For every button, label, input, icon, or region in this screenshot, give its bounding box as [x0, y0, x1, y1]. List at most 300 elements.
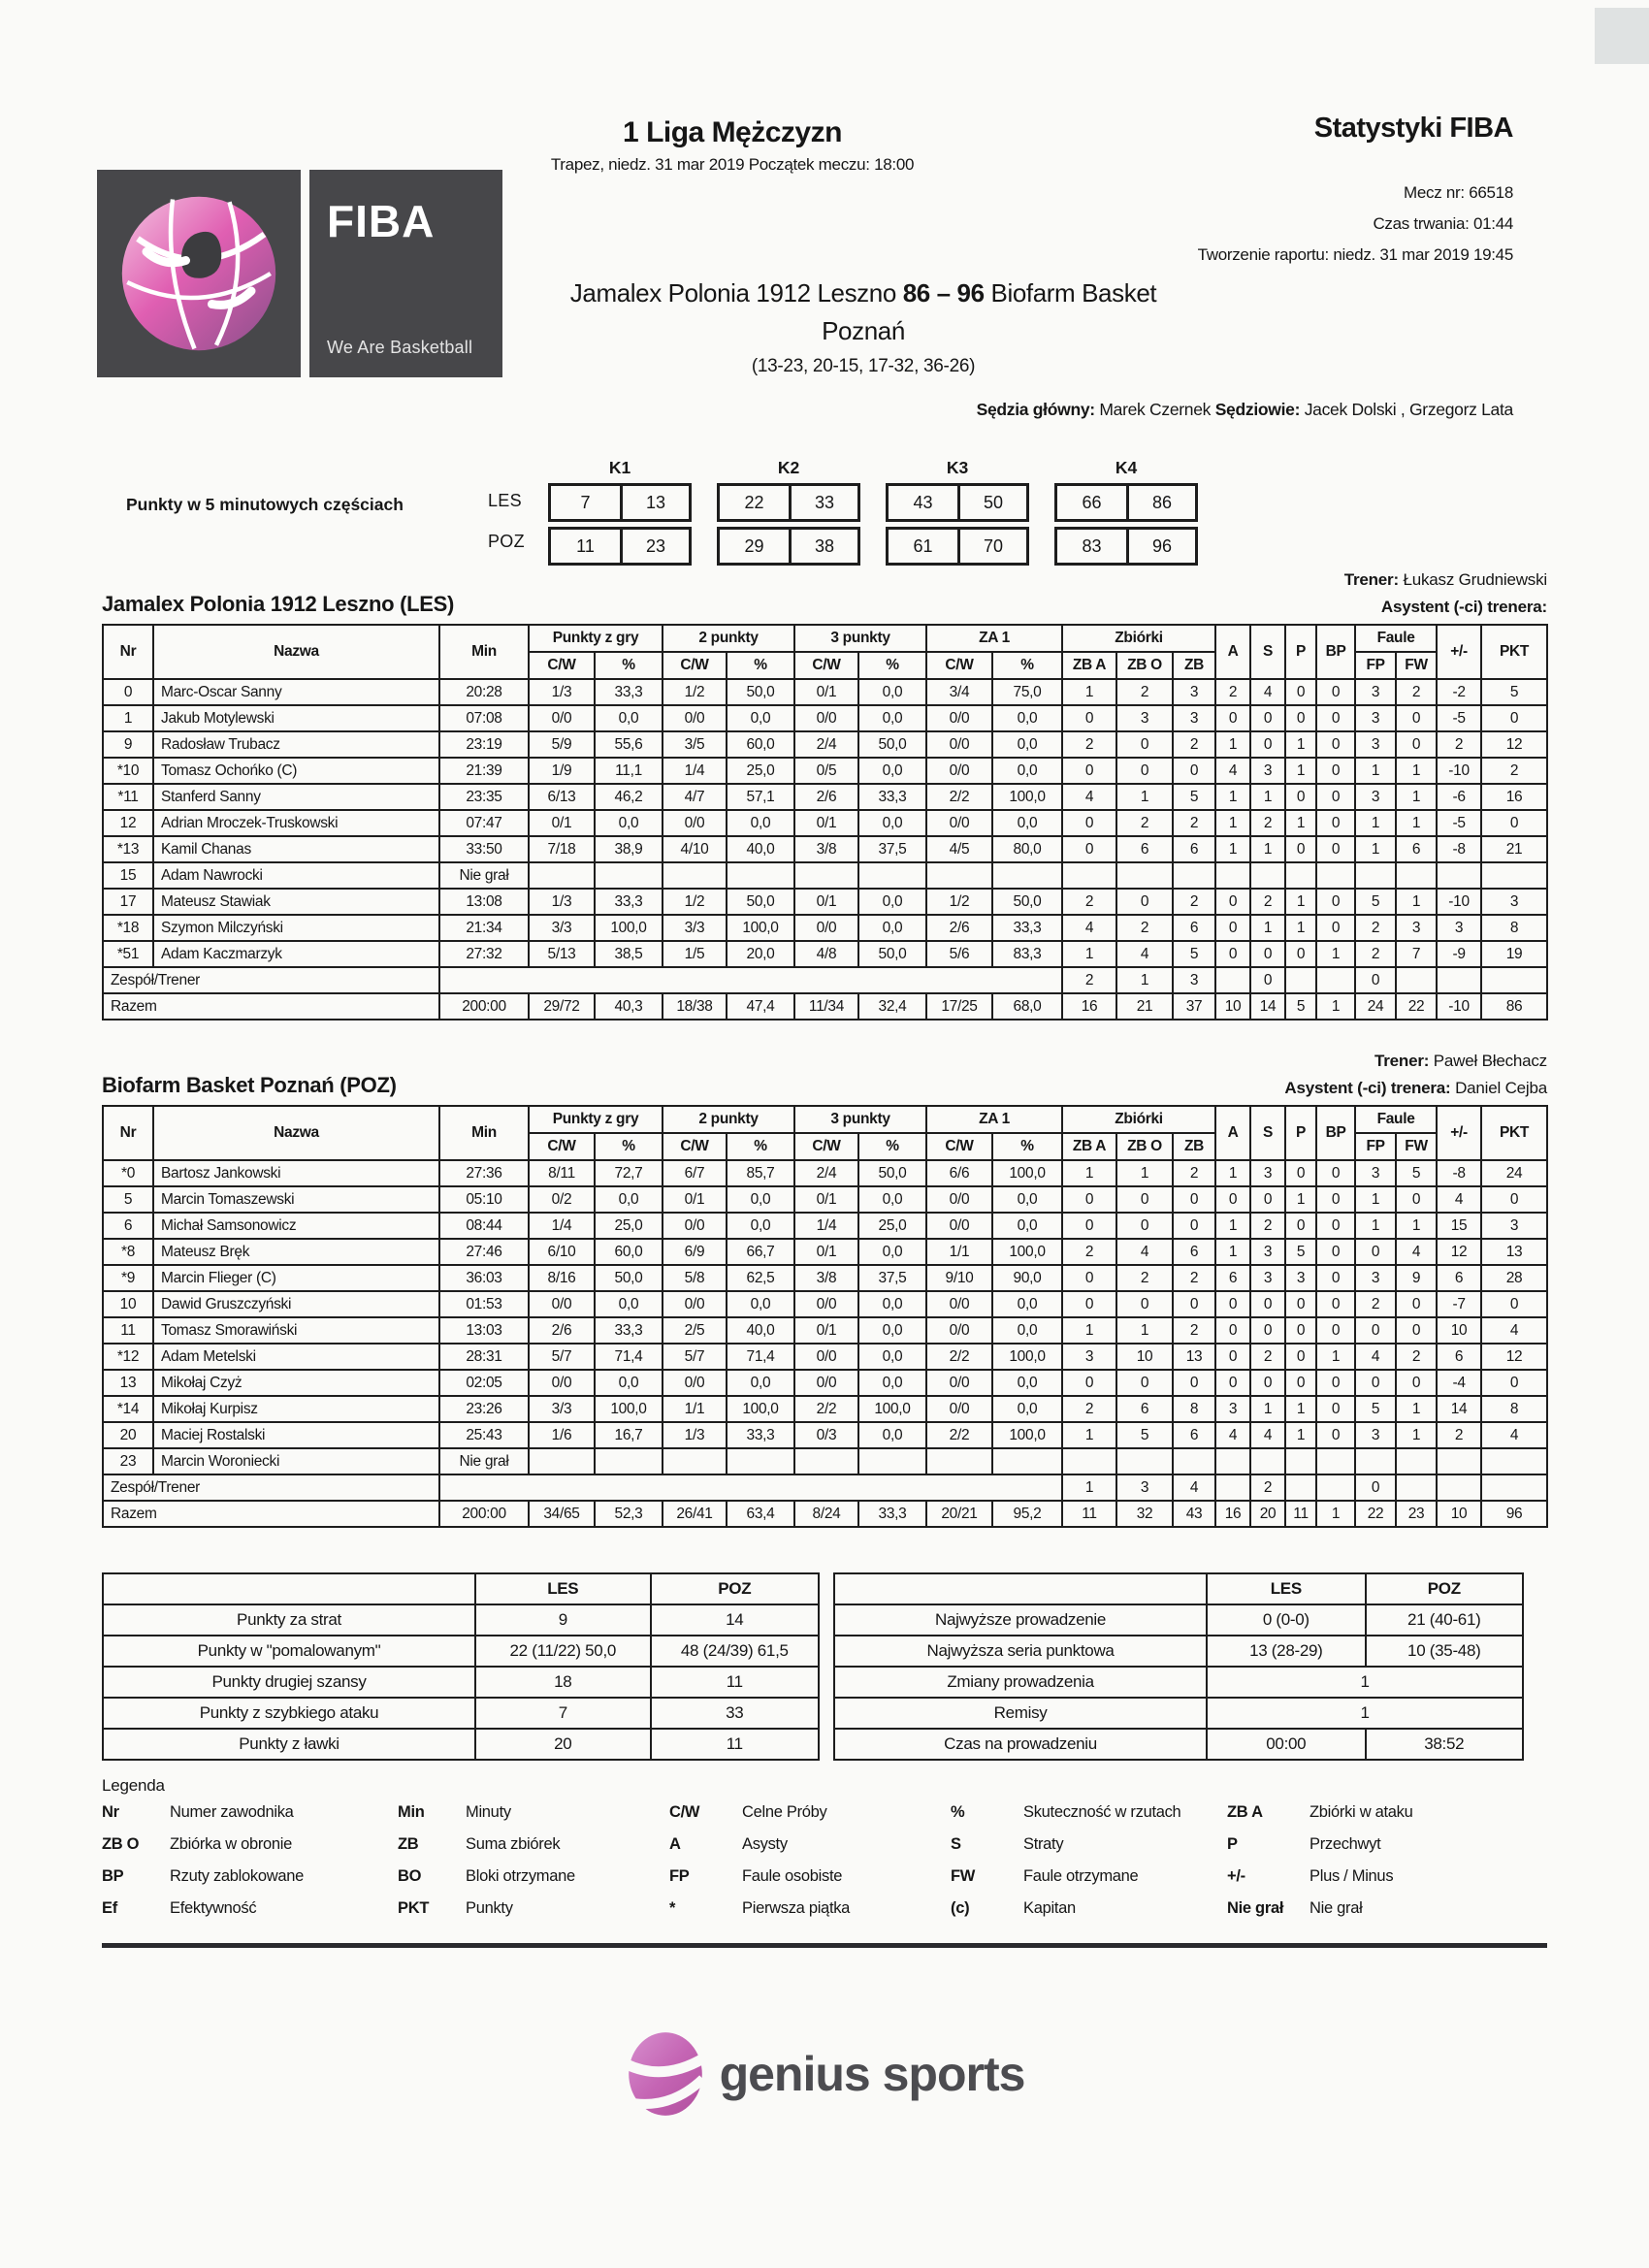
col-header-points: PKT [1481, 1106, 1547, 1160]
col-header-dreb: ZB O [1116, 652, 1173, 679]
stat-value: 11 [1062, 1501, 1116, 1527]
player-row [103, 758, 1547, 784]
summary-label: Zmiany prowadzenia [834, 1667, 1207, 1698]
stat-value: 1 [1316, 993, 1355, 1020]
stat-value: 10 [1437, 1317, 1481, 1344]
coach-label: Trener: [1374, 1052, 1430, 1070]
stat-value: 3 [1355, 1422, 1396, 1448]
stat-value: 1 [1316, 1344, 1355, 1370]
stat-value [1173, 862, 1215, 889]
summary-tables [102, 1572, 1547, 1761]
stat-value: 1 [1062, 1317, 1116, 1344]
stat-value: 0 [1481, 1370, 1547, 1396]
stat-value: 1/4 [529, 1213, 595, 1239]
stat-value: 0 [1116, 731, 1173, 758]
coach-line-poz [102, 1052, 1547, 1071]
stat-value: 0 [1062, 1370, 1116, 1396]
summary-les-value: 13 (28-29) [1207, 1636, 1365, 1667]
stat-value: 95,2 [992, 1501, 1062, 1527]
home-team-name: Jamalex Polonia 1912 Leszno [569, 278, 896, 308]
legend-abbr: ZB A [1227, 1803, 1263, 1821]
stat-value: 0,0 [727, 1370, 794, 1396]
stat-value: 33,3 [595, 1317, 663, 1344]
player-minutes: 20:28 [439, 679, 529, 705]
legend-definition: Celne Próby [742, 1803, 827, 1821]
stat-value: 0 [1355, 967, 1396, 993]
stat-value: 3 [1116, 705, 1173, 731]
stat-value: 21 [1116, 993, 1173, 1020]
quarter-column-label: K4 [1115, 458, 1138, 477]
summary-label: Punkty za strat [103, 1604, 475, 1636]
stat-value: 0 [1062, 705, 1116, 731]
stat-value: 6 [1116, 1396, 1173, 1422]
stat-value: 0 [1173, 1186, 1215, 1213]
summary-header-row [834, 1573, 1523, 1604]
stat-value: 13 [1173, 1344, 1215, 1370]
summary-label: Punkty drugiej szansy [103, 1667, 475, 1698]
team-coach-row [103, 1474, 1547, 1501]
stat-value: 0 [1215, 941, 1250, 967]
row-label: Razem [103, 993, 439, 1020]
stat-value: 1 [1250, 784, 1285, 810]
legend-definition: Suma zbiórek [466, 1835, 561, 1853]
player-number: 23 [103, 1448, 153, 1474]
stat-value: 3 [1285, 1265, 1316, 1291]
col-header-pct: % [727, 652, 794, 679]
player-number: *10 [103, 758, 153, 784]
quarter-score-value: 29 [744, 535, 764, 556]
player-number: 0 [103, 679, 153, 705]
player-row [103, 836, 1547, 862]
stat-value: 46,2 [595, 784, 663, 810]
summary-row [103, 1729, 819, 1760]
stat-value: 0 [1355, 1239, 1396, 1265]
table-body [103, 1160, 1547, 1527]
summary-row [834, 1698, 1523, 1729]
stat-value: 5/9 [529, 731, 595, 758]
stat-value [926, 1448, 992, 1474]
player-number: 11 [103, 1317, 153, 1344]
stat-value: 100,0 [858, 1396, 926, 1422]
stat-value: 0 [1116, 889, 1173, 915]
stat-value: 0 [1481, 810, 1547, 836]
player-minutes: 13:08 [439, 889, 529, 915]
team-coach-row [103, 967, 1547, 993]
stat-value: -2 [1437, 679, 1481, 705]
player-minutes: 21:34 [439, 915, 529, 941]
stat-value: 0/0 [926, 705, 992, 731]
stat-value: 52,3 [595, 1501, 663, 1527]
stat-value: 3 [1173, 967, 1215, 993]
assistant-line-les [1381, 598, 1547, 617]
player-minutes: 13:03 [439, 1317, 529, 1344]
totals-row [103, 993, 1547, 1020]
stat-value: 96 [1481, 1501, 1547, 1527]
legend-abbr: ZB [398, 1835, 419, 1853]
stat-value: 47,4 [727, 993, 794, 1020]
stat-value: 0 [1316, 784, 1355, 810]
quarter-score-value: 38 [789, 530, 857, 563]
stat-value: 72,7 [595, 1160, 663, 1186]
player-minutes: 07:47 [439, 810, 529, 836]
col-header-plusminus: +/- [1437, 625, 1481, 679]
col-header-made-att: C/W [926, 1133, 992, 1160]
col-header-made-att: C/W [663, 652, 727, 679]
legend-definition: Kapitan [1023, 1899, 1076, 1917]
stat-value: 8/16 [529, 1265, 595, 1291]
col-header-made-att: C/W [663, 1133, 727, 1160]
stat-value: 1 [1396, 758, 1437, 784]
player-minutes: Nie grał [439, 1448, 529, 1474]
legend-definition: Asysty [742, 1835, 788, 1853]
stat-value: 1 [1396, 1213, 1437, 1239]
summary-les-value: 7 [475, 1698, 650, 1729]
stat-value: 10 [1116, 1344, 1173, 1370]
player-minutes: 23:26 [439, 1396, 529, 1422]
summary-corner [103, 1573, 475, 1604]
quarter-score-value: 23 [620, 530, 689, 563]
stat-value: 2 [1250, 889, 1285, 915]
player-minutes: 23:35 [439, 784, 529, 810]
stat-value: 1/2 [663, 889, 727, 915]
player-row [103, 941, 1547, 967]
stat-value: 3 [1355, 784, 1396, 810]
row-label: Zespół/Trener [103, 1474, 439, 1501]
stat-value [1316, 1448, 1355, 1474]
stat-value [663, 862, 727, 889]
legend-abbr: A [669, 1835, 681, 1853]
stat-value: 0/1 [794, 810, 858, 836]
stat-value [595, 1448, 663, 1474]
player-row [103, 1448, 1547, 1474]
stat-value [663, 1448, 727, 1474]
stat-value: 2/2 [926, 784, 992, 810]
stat-value: 6/13 [529, 784, 595, 810]
quarter-score-value: 66 [1082, 492, 1102, 512]
legend-definition: Zbiórka w obronie [170, 1835, 293, 1853]
stat-value: 0 [1316, 758, 1355, 784]
stat-value: 12 [1481, 1344, 1547, 1370]
stat-value: 0 [1396, 731, 1437, 758]
stat-value: 0 [1316, 1186, 1355, 1213]
summary-poz-value: 14 [651, 1604, 819, 1636]
stat-value: 2 [1481, 758, 1547, 784]
stat-value: 5 [1355, 889, 1396, 915]
stat-value: 68,0 [992, 993, 1062, 1020]
quarter-team-les: LES [488, 491, 522, 510]
player-name: Kamil Chanas [153, 836, 439, 862]
stat-value [1396, 1448, 1437, 1474]
stat-value [595, 862, 663, 889]
legend-abbr: (c) [951, 1899, 970, 1917]
player-name: Marc-Oscar Sanny [153, 679, 439, 705]
stat-value: 2 [1215, 679, 1250, 705]
stat-value: 1/2 [926, 889, 992, 915]
stat-value: 1/1 [926, 1239, 992, 1265]
summary-team-header: LES [1207, 1573, 1365, 1604]
summary-label: Najwyższa seria punktowa [834, 1636, 1207, 1667]
stat-value: 0,0 [595, 1186, 663, 1213]
stat-value: 0,0 [858, 1370, 926, 1396]
legend-abbr: Nr [102, 1803, 119, 1821]
player-name: Maciej Rostalski [153, 1422, 439, 1448]
col-header-made-att: C/W [794, 652, 858, 679]
legend-definition: Straty [1023, 1835, 1064, 1853]
genius-sports-wordmark: genius sports [719, 2047, 1025, 2101]
stat-value: 1 [1285, 915, 1316, 941]
quarter-column-label: K1 [608, 458, 631, 477]
stat-value: 75,0 [992, 679, 1062, 705]
stat-value: 0 [1396, 1317, 1437, 1344]
player-row [103, 810, 1547, 836]
player-row [103, 1239, 1547, 1265]
stat-value: 2 [1116, 1265, 1173, 1291]
leads-summary-table [833, 1572, 1524, 1761]
stat-value: 1 [1250, 915, 1285, 941]
team-head-les [102, 592, 1547, 617]
stat-value: 0,0 [727, 705, 794, 731]
stat-value: 20/21 [926, 1501, 992, 1527]
stat-value: 0,0 [858, 679, 926, 705]
col-group-header: 2 punkty [663, 1106, 794, 1133]
quarter-score-value: 83 [1082, 535, 1102, 556]
stat-value: 19 [1481, 941, 1547, 967]
stat-value: 90,0 [992, 1265, 1062, 1291]
stat-value [1316, 967, 1355, 993]
stat-value: 0,0 [992, 1396, 1062, 1422]
player-number: *18 [103, 915, 153, 941]
summary-poz-value: 11 [651, 1667, 819, 1698]
stat-value: 0 [1173, 758, 1215, 784]
stat-value: 4/5 [926, 836, 992, 862]
stat-value: 0 [1481, 705, 1547, 731]
stat-value: 3 [1355, 679, 1396, 705]
legend-abbr: S [951, 1835, 961, 1853]
stat-value [1316, 862, 1355, 889]
stat-value: 13 [1481, 1239, 1547, 1265]
summary-les-value: 9 [475, 1604, 650, 1636]
stat-value: 0/1 [794, 1186, 858, 1213]
stat-value: 0 [1250, 705, 1285, 731]
stat-value: 0 [1316, 1317, 1355, 1344]
stat-value: 0,0 [858, 915, 926, 941]
stat-value: 0 [1062, 836, 1116, 862]
stat-value [1285, 862, 1316, 889]
stat-value: 0,0 [992, 1186, 1062, 1213]
stat-value: -5 [1437, 705, 1481, 731]
stat-value: 0 [1316, 1396, 1355, 1422]
stat-value: 1 [1396, 1422, 1437, 1448]
quarter-score-value: 61 [913, 535, 933, 556]
col-header-name: Nazwa [153, 625, 439, 679]
legend-definition: Minuty [466, 1803, 511, 1821]
stat-value: 6/6 [926, 1160, 992, 1186]
stat-value: 1/4 [794, 1213, 858, 1239]
col-header-turnovers: S [1250, 625, 1285, 679]
col-group-rebounds: Zbiórki [1062, 1106, 1215, 1133]
header-row-groups [103, 1106, 1547, 1133]
summary-corner [834, 1573, 1207, 1604]
stat-value: -10 [1437, 758, 1481, 784]
player-name: Dawid Gruszczyński [153, 1291, 439, 1317]
stat-value: 14 [1437, 1396, 1481, 1422]
stat-value: 0 [1481, 1186, 1547, 1213]
row-label: Razem [103, 1501, 439, 1527]
stat-value: 1 [1285, 1186, 1316, 1213]
col-header-pct: % [595, 1133, 663, 1160]
stat-value [1285, 1474, 1316, 1501]
stat-value: 37,5 [858, 1265, 926, 1291]
stat-value: 100,0 [727, 915, 794, 941]
venue-line: Trapez, niedz. 31 mar 2019 Początek meczu: 18:00 [550, 155, 915, 174]
player-name: Marcin Flieger (C) [153, 1265, 439, 1291]
stat-value [727, 862, 794, 889]
stat-value: 8 [1481, 1396, 1547, 1422]
legend-definition: Plus / Minus [1310, 1867, 1394, 1885]
stat-value: 100,0 [992, 1160, 1062, 1186]
scan-artifact [1595, 8, 1649, 64]
stat-value: 37 [1173, 993, 1215, 1020]
stat-value: 10 [1215, 993, 1250, 1020]
summary-label: Punkty z ławki [103, 1729, 475, 1760]
stat-value: 1/9 [529, 758, 595, 784]
stat-value: 60,0 [727, 731, 794, 758]
stat-value: 25,0 [727, 758, 794, 784]
stat-value: 0 [1250, 941, 1285, 967]
stat-value: 1/3 [529, 889, 595, 915]
stat-value: -7 [1437, 1291, 1481, 1317]
stat-value: 1 [1250, 1396, 1285, 1422]
stat-value: 1 [1355, 836, 1396, 862]
stat-value: 0 [1316, 836, 1355, 862]
stat-value: 80,0 [992, 836, 1062, 862]
stat-value [529, 862, 595, 889]
stat-value: 50,0 [727, 679, 794, 705]
stat-value: 0 [1316, 1265, 1355, 1291]
stat-value: 8/11 [529, 1160, 595, 1186]
stat-value: 0 [1285, 836, 1316, 862]
stat-value: 3 [1355, 705, 1396, 731]
stat-value: 0 [1285, 1291, 1316, 1317]
stat-value: 0/0 [926, 758, 992, 784]
stat-value: 2 [1250, 1474, 1285, 1501]
col-header-made-att: C/W [794, 1133, 858, 1160]
points-summary-table [102, 1572, 820, 1761]
stat-value: -9 [1437, 941, 1481, 967]
stat-value [1396, 862, 1437, 889]
stat-value: 71,4 [595, 1344, 663, 1370]
stat-value: 16 [1481, 784, 1547, 810]
stat-value: 6 [1173, 836, 1215, 862]
summary-team-header: LES [475, 1573, 650, 1604]
stat-value: 40,0 [727, 836, 794, 862]
stat-value: 0/0 [663, 1291, 727, 1317]
player-number: *9 [103, 1265, 153, 1291]
stat-value [1215, 967, 1250, 993]
coach-line-les [102, 570, 1547, 590]
stat-value: 2 [1250, 1213, 1285, 1239]
summary-poz-value: 10 (35-48) [1366, 1636, 1523, 1667]
col-header-steals: P [1285, 1106, 1316, 1160]
stat-value: 2 [1062, 1239, 1116, 1265]
col-header-made-att: C/W [529, 652, 595, 679]
player-name: Stanferd Sanny [153, 784, 439, 810]
player-name: Marcin Tomaszewski [153, 1186, 439, 1213]
stat-value: 4 [1481, 1422, 1547, 1448]
stat-value: 0 [1250, 1186, 1285, 1213]
legend-abbr: BP [102, 1867, 124, 1885]
stat-value: 5 [1396, 1160, 1437, 1186]
stat-value: 3/8 [794, 1265, 858, 1291]
player-number: *13 [103, 836, 153, 862]
stat-value: 0 [1316, 1213, 1355, 1239]
summary-poz-value: 38:52 [1366, 1729, 1523, 1760]
stat-value: 0/0 [794, 705, 858, 731]
col-header-fd: FW [1396, 652, 1437, 679]
player-row [103, 1370, 1547, 1396]
stat-value: 1 [1396, 889, 1437, 915]
stat-value: 0/0 [663, 810, 727, 836]
empty-span [439, 1474, 1062, 1501]
player-name: Adam Nawrocki [153, 862, 439, 889]
stat-value: 0/1 [663, 1186, 727, 1213]
stat-value: 2 [1173, 1317, 1215, 1344]
player-name: Adam Kaczmarzyk [153, 941, 439, 967]
stat-value: 6 [1173, 1422, 1215, 1448]
stat-value [1481, 967, 1547, 993]
summary-poz-value: 48 (24/39) 61,5 [651, 1636, 819, 1667]
stat-value: 18/38 [663, 993, 727, 1020]
stat-value: 2/2 [794, 1396, 858, 1422]
summary-team-header: POZ [651, 1573, 819, 1604]
player-minutes: 02:05 [439, 1370, 529, 1396]
stat-value: 22 [1396, 993, 1437, 1020]
quarter-score-value: 22 [744, 492, 764, 512]
stat-value: 50,0 [595, 1265, 663, 1291]
stat-value: 33,3 [858, 784, 926, 810]
stat-value: -10 [1437, 889, 1481, 915]
stat-value: 0 [1215, 1291, 1250, 1317]
legend-section [102, 1776, 1547, 1918]
stat-value: 0 [1116, 1213, 1173, 1239]
stat-value: 6 [1116, 836, 1173, 862]
legend-definition: Punkty [466, 1899, 513, 1917]
umpires-names: Jacek Dolski , Grzegorz Lata [1304, 400, 1513, 419]
stat-value: 8 [1173, 1396, 1215, 1422]
stat-value: 0,0 [595, 1291, 663, 1317]
stat-value: 0 [1285, 1370, 1316, 1396]
stat-value: 0,0 [858, 810, 926, 836]
legend-grid [102, 1803, 1547, 1918]
col-header-pct: % [992, 652, 1062, 679]
legend-definition: Efektywność [170, 1899, 257, 1917]
stat-value: 3/4 [926, 679, 992, 705]
stat-value: 1/6 [529, 1422, 595, 1448]
box-score-table-les [102, 624, 1548, 1021]
stat-value: 1 [1215, 1239, 1250, 1265]
player-minutes: 25:43 [439, 1422, 529, 1448]
player-name: Mateusz Bręk [153, 1239, 439, 1265]
stat-value: 2 [1355, 941, 1396, 967]
stat-value: 4 [1116, 1239, 1173, 1265]
stat-value [529, 1448, 595, 1474]
stat-value: 1/3 [529, 679, 595, 705]
stat-value: 0,0 [858, 889, 926, 915]
stat-value: 2 [1062, 731, 1116, 758]
col-header-fd: FW [1396, 1133, 1437, 1160]
stat-value: -8 [1437, 836, 1481, 862]
player-row [103, 915, 1547, 941]
